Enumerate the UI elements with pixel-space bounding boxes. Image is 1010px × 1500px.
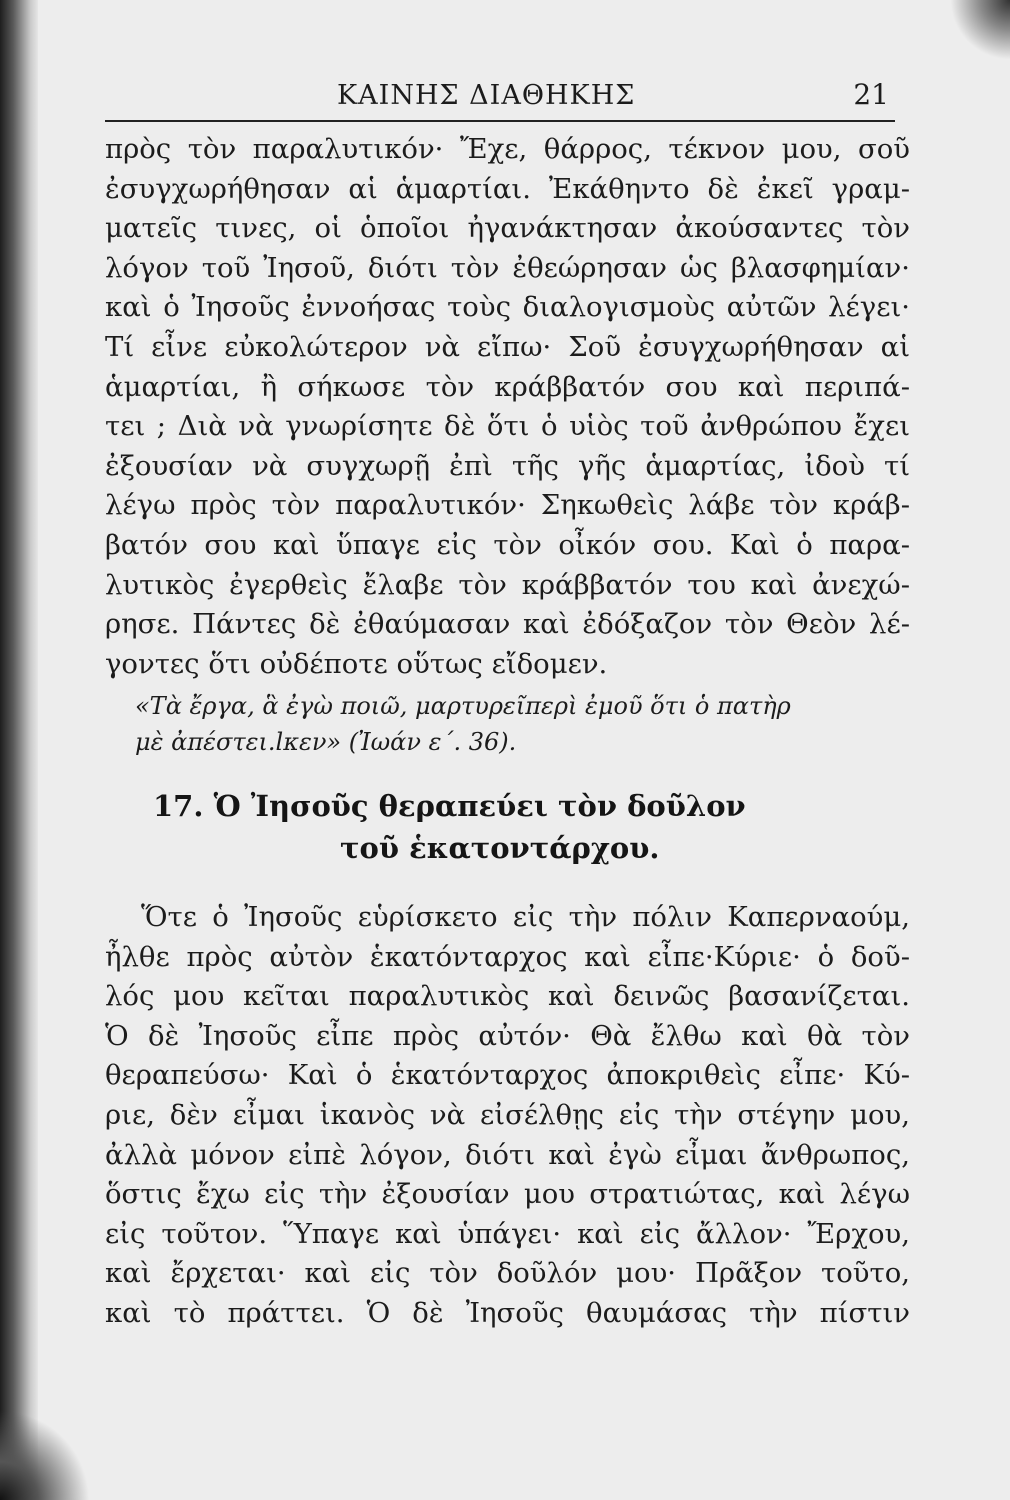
page-binding-shadow: [0, 0, 38, 1500]
text-line: πρὸς τὸν παραλυτικόν· Ἔχε, θάρρος, τέκνον μου, σοῦ: [105, 133, 910, 165]
text-line: γοντες ὅτι οὐδέποτε οὕτως εἴδομεν.: [105, 647, 608, 680]
text-line: καὶ τὸ πράττει. Ὁ δὲ Ἰησοῦς θαυμάσας τὴν πίστιν: [105, 1296, 910, 1329]
running-header: [105, 70, 895, 122]
text-line: ἐξουσίαν νὰ συγχωρῇ ἐπὶ τῆς γῆς ἁμαρτίας, ἰδοὺ τί: [105, 449, 910, 482]
quote-line: μὲ ἀπέστει.lκεν» (Ἰωάν ε΄. 36).: [135, 728, 517, 756]
page-corner-shadow-bottom: [0, 1410, 90, 1500]
paragraph-continued: [105, 130, 910, 684]
text-line: Ὁ δὲ Ἰησοῦς εἶπε πρὸς αὐτόν· Θὰ ἔλθω καὶ θὰ τὸν: [105, 1019, 910, 1052]
text-line: λός μου κεῖται παραλυτικὸς καὶ δεινῶς βασανίζεται.: [105, 980, 910, 1013]
text-line: ματεῖς τινες, οἱ ὁποῖοι ἠγανάκτησαν ἀκούσαντες τὸν: [105, 212, 910, 245]
text-line: καὶ ὁ Ἰησοῦς ἐννοήσας τοὺς διαλογισμοὺς αὐτῶν λέγει·: [105, 291, 910, 324]
text-line: ὅστις ἔχω εἰς τὴν ἐξουσίαν μου στρατιώτας, καὶ λέγω: [105, 1178, 910, 1211]
text-line: λόγον τοῦ Ἰησοῦ, διότι τὸν ἐθεώρησαν ὡς βλασφημίαν·: [105, 251, 910, 284]
quote-line: «Τὰ ἔργα, ἃ ἐγὼ ποιῶ, μαρτυρεῖπερὶ ἐμοῦ ὅτι ὁ πατὴρ: [135, 692, 791, 720]
text-line: τει ; Διὰ νὰ γνωρίσητε δὲ ὅτι ὁ υἱὸς τοῦ ἀνθρώπου ἔχει: [105, 410, 910, 443]
section-heading-line-2: τοῦ ἑκατοντάρχου.: [340, 831, 660, 865]
text-line: λυτικὸς ἐγερθεὶς ἔλαβε τὸν κράββατόν του καὶ ἀνεχώ-: [105, 568, 910, 601]
text-line: εἰς τοῦτον. Ὕπαγε καὶ ὑπάγει· καὶ εἰς ἄλλον· Ἔρχου,: [105, 1217, 910, 1250]
page-corner-shadow: [950, 0, 1010, 60]
scripture-quote: [135, 688, 895, 760]
text-line: Τί εἶνε εὐκολώτερον νὰ εἴπω· Σοῦ ἐσυγχωρήθησαν αἱ: [105, 330, 910, 363]
section-heading: [105, 785, 910, 869]
text-line: λέγω πρὸς τὸν παραλυτικόν· Σηκωθεὶς λάβε τὸν κράβ-: [105, 489, 910, 522]
text-line: ἀλλὰ μόνον εἰπὲ λόγον, διότι καὶ ἐγὼ εἶμαι ἄνθρωπος,: [105, 1138, 910, 1171]
section-title: Ὁ Ἰησοῦς θεραπεύει τὸν δοῦλον: [213, 789, 746, 823]
paragraph-section-17: [105, 898, 910, 1334]
text-line: ἦλθε πρὸς αὐτὸν ἑκατόνταρχος καὶ εἶπε·Κύριε· ὁ δοῦ-: [105, 940, 910, 973]
section-number: 17.: [153, 789, 204, 823]
text-line: ἁμαρτίαι, ἢ σήκωσε τὸν κράββατόν σου καὶ περιπά-: [105, 370, 910, 403]
header-rule: [105, 120, 895, 122]
text-line: Ὅτε ὁ Ἰησοῦς εὑρίσκετο εἰς τὴν πόλιν Καπερναούμ,: [141, 901, 910, 933]
text-line: ριε, δὲν εἶμαι ἱκανὸς νὰ εἰσέλθῃς εἰς τὴν στέγην μου,: [105, 1098, 910, 1131]
text-line: βατόν σου καὶ ὕπαγε εἰς τὸν οἶκόν σου. Καὶ ὁ παρα-: [105, 528, 910, 561]
running-title: ΚΑΙΝΗΣ ΔΙΑΘΗΚΗΣ: [337, 80, 636, 111]
section-heading-line-1: [105, 785, 910, 827]
text-line: θεραπεύσω· Καὶ ὁ ἑκατόνταρχος ἀποκριθεὶς εἶπε· Κύ-: [105, 1059, 910, 1092]
text-line: ἐσυγχωρήθησαν αἱ ἁμαρτίαι. Ἐκάθηντο δὲ ἐκεῖ γραμ-: [105, 172, 910, 205]
text-line: καὶ ἔρχεται· καὶ εἰς τὸν δοῦλόν μου· Πρᾶξον τοῦτο,: [105, 1257, 910, 1290]
page-number: 21: [853, 78, 889, 111]
text-line: ρησε. Πάντες δὲ ἐθαύμασαν καὶ ἐδόξαζον τὸν Θεὸν λέ-: [105, 608, 910, 641]
